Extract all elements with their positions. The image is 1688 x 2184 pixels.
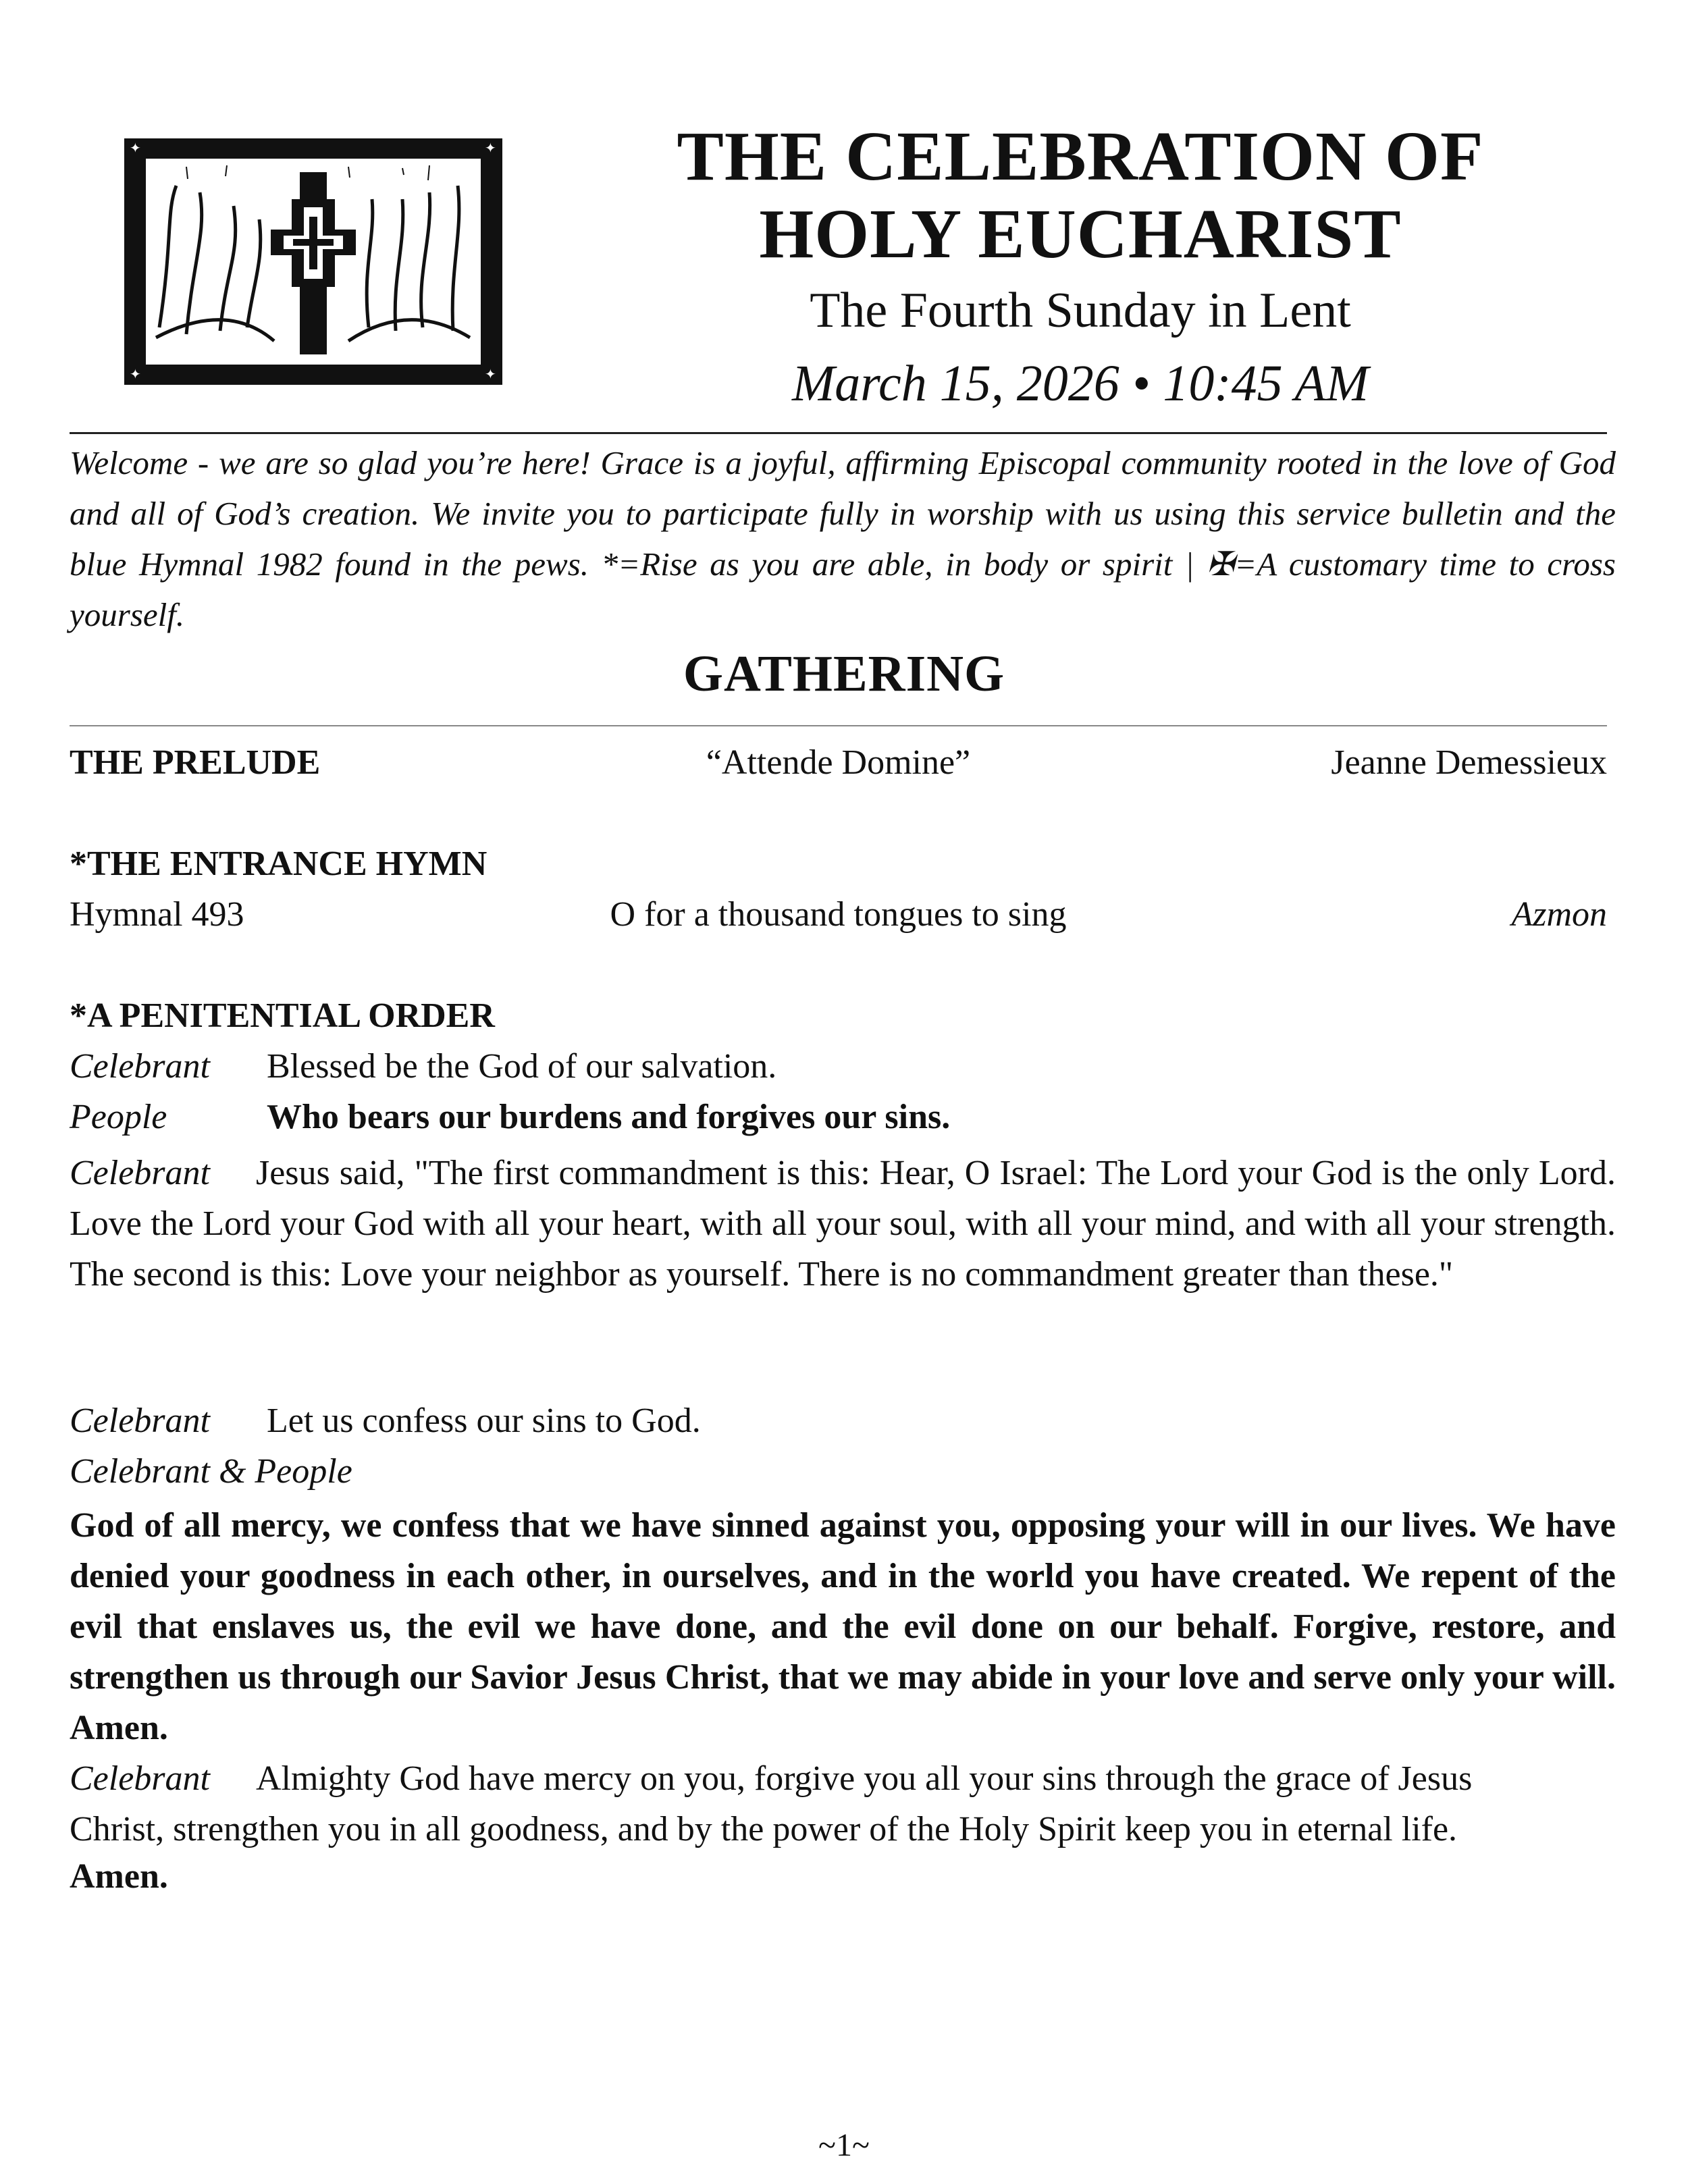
role-celebrant: Celebrant (70, 1402, 210, 1440)
summary-of-law-text: Jesus said, "The first commandment is this: Hear, O Israel: The Lord your God is the only Lord. Love the Lord your God with all your heart, with all your soul, with all your mind, and with all your strength. The second is this: Love your neighbor as yourself. There is no commandment greater than these." (70, 1154, 1616, 1294)
entrance-hymn-row (70, 895, 1607, 942)
section-heading-gathering: GATHERING (683, 645, 1005, 702)
service-date-time: March 15, 2026 • 10:45 AM (791, 355, 1369, 412)
confession-text: God of all mercy, we confess that we have sinned against you, opposing your will in our lives. We have denied your goodness in each other, in ourselves, and in the world you have created. We repent of the evil that enslaves us, the evil we have done, and the evil done on our behalf. Forgive, restore, and strengthen us through our Savior Jesus Christ, that we may abide in your love and serve only your will. Amen. (70, 1506, 1616, 1747)
dialogue-line (70, 1401, 701, 1441)
hymn-tune: Azmon (1511, 895, 1607, 934)
title-line-1: THE CELEBRATION OF (677, 117, 1484, 195)
people-response: Who bears our burdens and forgives our sins. (267, 1098, 951, 1136)
page-number: ~1~ (818, 2127, 870, 2163)
corner-ornament-icon: ✦ (130, 141, 141, 156)
role-celebrant: Celebrant (70, 1047, 210, 1086)
role-celebrant: Celebrant (70, 1154, 210, 1192)
service-subtitle: The Fourth Sunday in Lent (810, 283, 1351, 338)
dialogue-line (70, 1046, 776, 1086)
corner-ornament-icon: ✦ (130, 367, 141, 382)
penitential-order-label: *A PENITENTIAL ORDER (70, 996, 495, 1035)
section-divider (70, 725, 1607, 726)
dialogue-text: Blessed be the God of our salvation. (267, 1047, 777, 1086)
hymn-title: O for a thousand tongues to sing (610, 895, 1067, 934)
corner-ornament-icon: ✦ (485, 367, 496, 382)
corner-ornament-icon: ✦ (485, 141, 496, 156)
role-celebrant-and-people: Celebrant & People (70, 1452, 352, 1491)
kyrie-eleison-logo (124, 138, 502, 385)
prelude-title: “Attende Domine” (706, 743, 971, 782)
dialogue-paragraph (70, 1148, 1616, 1300)
hymn-number: Hymnal 493 (70, 895, 244, 934)
dialogue-line (70, 1097, 950, 1137)
absolution-paragraph (70, 1753, 1521, 1855)
amen-response: Amen. (70, 1857, 168, 1896)
title-line-2: HOLY EUCHARIST (759, 195, 1402, 273)
logo-frame (143, 156, 483, 367)
absolution-text: Almighty God have mercy on you, forgive you all your sins through the grace of Jesus Christ, strengthen you in all goodness, and by the power of the Holy Spirit keep you in eternal life. (70, 1759, 1473, 1848)
header-divider (70, 432, 1607, 434)
prelude-row (70, 743, 1607, 790)
prelude-label: THE PRELUDE (70, 743, 321, 782)
role-celebrant: Celebrant (70, 1759, 210, 1798)
prelude-composer: Jeanne Demessieux (1331, 743, 1607, 782)
welcome-paragraph: Welcome - we are so glad you’re here! Grace is a joyful, affirming Episcopal community rooted in the love of God and all of God’s creation. We invite you to participate fully in worship with us using this service bulletin and the blue Hymnal 1982 found in the pews. *=Rise as you are able, in body or spirit | ✠=A customary time to cross yourself. (70, 444, 1616, 633)
role-people: People (70, 1098, 167, 1136)
entrance-hymn-label: *THE ENTRANCE HYMN (70, 845, 487, 883)
logo-artwork (146, 159, 481, 365)
dialogue-text: Let us confess our sins to God. (267, 1402, 701, 1440)
